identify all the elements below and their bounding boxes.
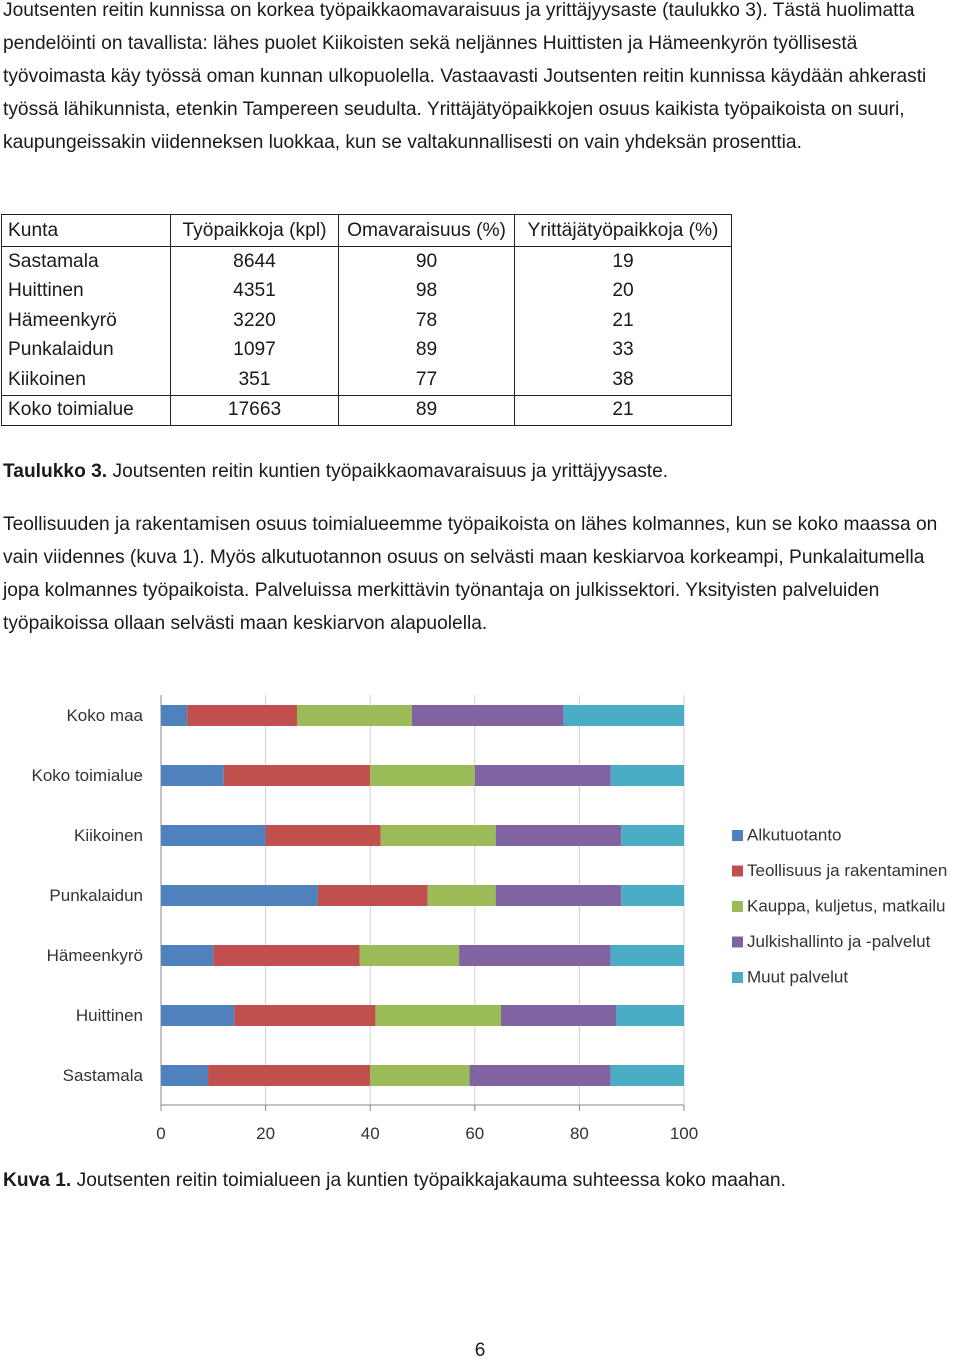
- table-row: [2, 336, 732, 366]
- figure-caption: [3, 1169, 786, 1193]
- body-paragraph: Teollisuuden ja rakentamisen osuus toimialueemme työpaikoista on lähes kolmannes, kun se koko maassa on vain viidennes (kuva 1). Myös alkutuotannon osuus on selvästi maan keskiarvoa korkeampi, Punkalaitumella jopa kolmannes työpaikoista. Palveluissa merkittävin työnantaja on julkissektori. Yksityisten palveluiden työpaikoissa ollaan selvästi maan keskiarvon alapuolella.: [3, 514, 938, 634]
- bar-segment: [496, 885, 622, 906]
- bar-segment: [611, 945, 684, 966]
- table-header-cell: Omavaraisuus (%): [339, 215, 515, 247]
- bar-segment: [297, 705, 412, 726]
- table-cell: 8644: [171, 247, 339, 277]
- bar-segment: [208, 1065, 370, 1086]
- legend-label: Kauppa, kuljetus, matkailu: [747, 896, 946, 916]
- x-tick-label: 40: [360, 1124, 380, 1143]
- bar-segment: [161, 885, 318, 906]
- table-cell: 38: [515, 365, 732, 395]
- table-cell: Punkalaidun: [2, 336, 171, 366]
- x-tick-label: 0: [156, 1124, 166, 1143]
- bar-segment: [459, 945, 611, 966]
- table-cell: 17663: [171, 395, 339, 425]
- table-header-cell: Kunta: [2, 215, 171, 247]
- bar-segment: [564, 705, 684, 726]
- table-total-row: [2, 395, 732, 425]
- table-cell: 351: [171, 365, 339, 395]
- bar-segment: [318, 885, 428, 906]
- table-header-cell: Yrittäjätyöpaikkoja (%): [515, 215, 732, 247]
- x-tick-label: 20: [256, 1124, 276, 1143]
- bar-segment: [187, 705, 297, 726]
- figure-caption-label: Kuva 1.: [3, 1170, 72, 1191]
- table-cell: Hämeenkyrö: [2, 306, 171, 336]
- table-cell: 1097: [171, 336, 339, 366]
- table-cell: Kiikoinen: [2, 365, 171, 395]
- category-label: Kiikoinen: [74, 825, 143, 845]
- bar-segment: [501, 1005, 616, 1026]
- category-label: Koko toimialue: [31, 765, 143, 785]
- bar-segment: [611, 765, 684, 786]
- table-cell: 19: [515, 247, 732, 277]
- bar-segment: [616, 1005, 684, 1026]
- table-cell: 3220: [171, 306, 339, 336]
- bar-segment: [370, 1065, 469, 1086]
- table-caption-label: Taulukko 3.: [3, 461, 108, 482]
- bar-segment: [161, 945, 213, 966]
- bar-segment: [161, 705, 187, 726]
- table-cell: 21: [515, 306, 732, 336]
- x-tick-label: 60: [465, 1124, 485, 1143]
- table-row: [2, 277, 732, 307]
- bar-segment: [375, 1005, 501, 1026]
- bar-segment: [496, 825, 622, 846]
- category-label: Hämeenkyrö: [46, 945, 143, 965]
- table-cell: Huittinen: [2, 277, 171, 307]
- table-cell: 77: [339, 365, 515, 395]
- table-cell: 89: [339, 395, 515, 425]
- legend-swatch: [732, 866, 743, 877]
- table-cell: 33: [515, 336, 732, 366]
- legend-label: Julkishallinto ja -palvelut: [747, 931, 931, 951]
- bar-segment: [234, 1005, 375, 1026]
- category-label: Punkalaidun: [49, 885, 143, 905]
- category-label: Huittinen: [75, 1005, 143, 1025]
- table-cell: Sastamala: [2, 247, 171, 277]
- table-header-cell: Työpaikkoja (kpl): [171, 215, 339, 247]
- table-row: [2, 247, 732, 277]
- x-tick-label: 80: [569, 1124, 589, 1143]
- bar-segment: [470, 1065, 611, 1086]
- table-cell: 4351: [171, 277, 339, 307]
- employment-distribution-chart: [0, 690, 960, 1150]
- bar-segment: [475, 765, 611, 786]
- legend-label: Muut palvelut: [747, 967, 849, 987]
- table-caption-text: Joutsenten reitin kuntien työpaikkaomavaraisuus ja yrittäjyysaste.: [107, 461, 669, 482]
- table-cell: 98: [339, 277, 515, 307]
- table-cell: 78: [339, 306, 515, 336]
- bar-segment: [161, 1005, 234, 1026]
- bar-segment: [370, 765, 475, 786]
- table-cell: 90: [339, 247, 515, 277]
- bar-segment: [381, 825, 496, 846]
- bar-segment: [161, 765, 224, 786]
- bar-segment: [224, 765, 370, 786]
- bar-segment: [428, 885, 496, 906]
- legend-swatch: [732, 937, 743, 948]
- figure-caption-text: Joutsenten reitin toimialueen ja kuntien työpaikkajakauma suhteessa koko maahan.: [71, 1170, 786, 1191]
- legend-swatch: [732, 830, 743, 841]
- table-cell: 20: [515, 277, 732, 307]
- legend-label: Alkutuotanto: [747, 825, 842, 845]
- bar-segment: [611, 1065, 684, 1086]
- category-label: Koko maa: [66, 705, 143, 725]
- page-number: 6: [474, 1340, 486, 1361]
- table-row: [2, 306, 732, 336]
- category-label: Sastamala: [62, 1065, 143, 1085]
- intro-paragraph: Joutsenten reitin kunnissa on korkea työpaikkaomavaraisuus ja yrittäjyysaste (taulukko 3). Tästä huolimatta pendelöinti on tavallista: lähes puolet Kiikoisten sekä neljännes Huittisten ja Hämeenkyrön työllisestä työvoimasta käy työssä oman kunnan ulkopuolella. Vastaavasti Joutsenten reitin kunnissa käydään ahkerasti työssä lähikunnista, etenkin Tampereen seudulta. Yrittäjätyöpaikkojen osuus kaikista työpaikoista on suuri, kaupungeissakin viidenneksen luokkaa, kun se valtakunnallisesti on vain yhdeksän prosenttia.: [3, 0, 927, 153]
- bar-segment: [621, 825, 684, 846]
- employment-table: [1, 214, 732, 426]
- bar-segment: [161, 1065, 208, 1086]
- legend-label: Teollisuus ja rakentaminen: [747, 860, 948, 880]
- bar-segment: [621, 885, 684, 906]
- table-caption: [3, 460, 668, 484]
- bar-segment: [213, 945, 359, 966]
- table-cell: Koko toimialue: [2, 395, 171, 425]
- bar-segment: [412, 705, 564, 726]
- table-cell: 21: [515, 395, 732, 425]
- bar-segment: [161, 825, 266, 846]
- table-cell: 89: [339, 336, 515, 366]
- table-header-row: [2, 215, 732, 247]
- bar-segment: [360, 945, 459, 966]
- table-row: [2, 365, 732, 395]
- legend-swatch: [732, 972, 743, 983]
- bar-segment: [266, 825, 381, 846]
- legend-swatch: [732, 901, 743, 912]
- x-tick-label: 100: [669, 1124, 699, 1143]
